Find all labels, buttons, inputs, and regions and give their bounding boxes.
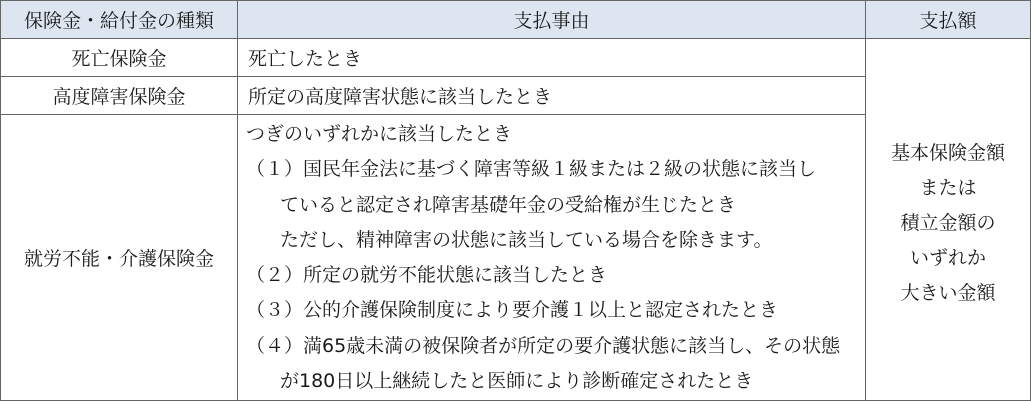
header-payment: 支払額 (866, 1, 1031, 39)
header-reason: 支払事由 (238, 1, 866, 39)
reason-line: （３）公的介護保険制度により要介護１以上と認定されたとき (246, 299, 779, 322)
reason-cell: 死亡したとき (238, 39, 866, 77)
reason-line: （４）満65歳未満の被保険者が所定の要介護状態に該当し、その状態 (246, 334, 841, 357)
reason-line: （１）国民年金法に基づく障害等級１級または２級の状態に該当し (246, 158, 817, 181)
reason-cell: 所定の高度障害状態に該当したとき (238, 77, 866, 115)
payment-line: いずれか (909, 247, 986, 269)
payment-line: または (919, 177, 977, 199)
payment-line: 基本保険金額 (890, 142, 1005, 164)
table-row (1, 39, 1031, 77)
reason-line: ていると認定され障害基礎年金の受給権が生じたとき (280, 193, 737, 216)
payment-cell (866, 39, 1031, 401)
header-row (1, 1, 1031, 39)
payment-line: 大きい金額 (900, 282, 996, 304)
type-cell: 死亡保険金 (1, 39, 238, 77)
reason-cell (238, 115, 866, 401)
reason-line: つぎのいずれかに該当したとき (246, 123, 513, 145)
header-type: 保険金・給付金の種類 (1, 1, 238, 39)
type-cell: 高度障害保険金 (1, 77, 238, 115)
payment-line: 積立金額の (900, 212, 996, 234)
reason-line: （２）所定の就労不能状態に該当したとき (246, 264, 608, 287)
type-cell: 就労不能・介護保険金 (1, 115, 238, 401)
reason-line: ただし、精神障害の状態に該当している場合を除きます。 (280, 228, 773, 251)
reason-line: が180日以上継続したと医師により診断確定されたとき (280, 370, 754, 393)
